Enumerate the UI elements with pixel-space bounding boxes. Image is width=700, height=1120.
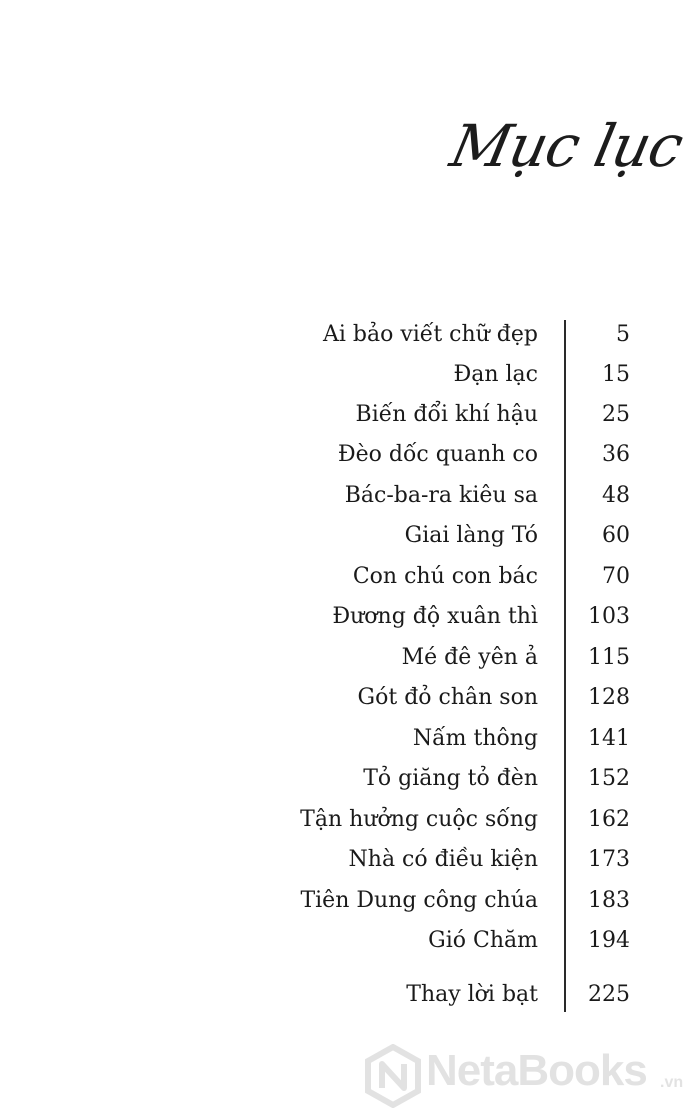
toc-entry[interactable]	[0, 397, 700, 433]
toc-entry-title: Đèo dốc quanh co	[337, 442, 538, 467]
toc-entry-title: Nhà có điều kiện	[348, 847, 538, 872]
toc-entry-page: 115	[588, 645, 630, 670]
toc-entry-page: 5	[616, 322, 630, 347]
toc-entry-title: Tận hưởng cuộc sống	[300, 807, 538, 832]
toc-entry-page: 36	[602, 442, 630, 467]
toc-entry-title: Nấm thông	[412, 726, 538, 751]
toc-entry-page: 128	[588, 685, 630, 710]
page-title: Mục lục	[444, 112, 689, 180]
toc-entry[interactable]	[0, 317, 700, 353]
toc-entry[interactable]	[0, 518, 700, 554]
toc-entry[interactable]	[0, 559, 700, 595]
toc-entry-title: Giai làng Tó	[404, 523, 538, 548]
toc-entry[interactable]	[0, 977, 700, 1013]
toc-entry[interactable]	[0, 842, 700, 878]
netabooks-logo-icon	[364, 1044, 422, 1108]
toc-entry-title: Mé đê yên ả	[401, 645, 538, 670]
toc-entry-title: Biến đổi khí hậu	[355, 402, 538, 427]
toc-entry-page: 15	[602, 362, 630, 387]
toc-entry-page: 70	[602, 564, 630, 589]
toc-entry[interactable]	[0, 721, 700, 757]
toc-entry-title: Gió Chăm	[428, 928, 538, 953]
toc-entry-title: Gót đỏ chân son	[357, 685, 538, 710]
toc-entry-title: Tỏ giăng tỏ đèn	[363, 766, 538, 791]
toc-entry[interactable]	[0, 883, 700, 919]
toc-entry-page: 103	[588, 604, 630, 629]
toc-entry-page: 141	[588, 726, 630, 751]
toc-entry-page: 194	[588, 928, 630, 953]
toc-entry-page: 60	[602, 523, 630, 548]
toc-entry[interactable]	[0, 357, 700, 393]
toc-entry[interactable]	[0, 437, 700, 473]
toc-entry[interactable]	[0, 923, 700, 959]
toc-entry-page: 25	[602, 402, 630, 427]
toc-entry[interactable]	[0, 599, 700, 635]
toc-entry[interactable]	[0, 478, 700, 514]
toc-entry-page: 183	[588, 888, 630, 913]
toc-entry-title: Con chú con bác	[352, 564, 538, 589]
toc-entry-title: Đương độ xuân thì	[332, 604, 538, 629]
toc-entry-page: 162	[588, 807, 630, 832]
toc-entry[interactable]	[0, 640, 700, 676]
toc-entry[interactable]	[0, 802, 700, 838]
toc-entry-page: 173	[588, 847, 630, 872]
netabooks-watermark	[364, 1040, 694, 1110]
toc-entry-title: Tiên Dung công chúa	[300, 888, 538, 913]
watermark-domain-suffix: .vn	[660, 1074, 684, 1091]
toc-entry-page: 225	[588, 982, 630, 1007]
toc-entry[interactable]	[0, 680, 700, 716]
toc-entry-title: Bác-ba-ra kiêu sa	[344, 483, 538, 508]
toc-entry-page: 48	[602, 483, 630, 508]
toc-entry-title: Đạn lạc	[453, 362, 538, 387]
toc-entry-page: 152	[588, 766, 630, 791]
watermark-brand: NetaBooks	[426, 1046, 647, 1095]
toc-entry-title: Ai bảo viết chữ đẹp	[322, 322, 538, 347]
toc-entry-title: Thay lời bạt	[406, 982, 538, 1007]
toc-entry[interactable]	[0, 761, 700, 797]
